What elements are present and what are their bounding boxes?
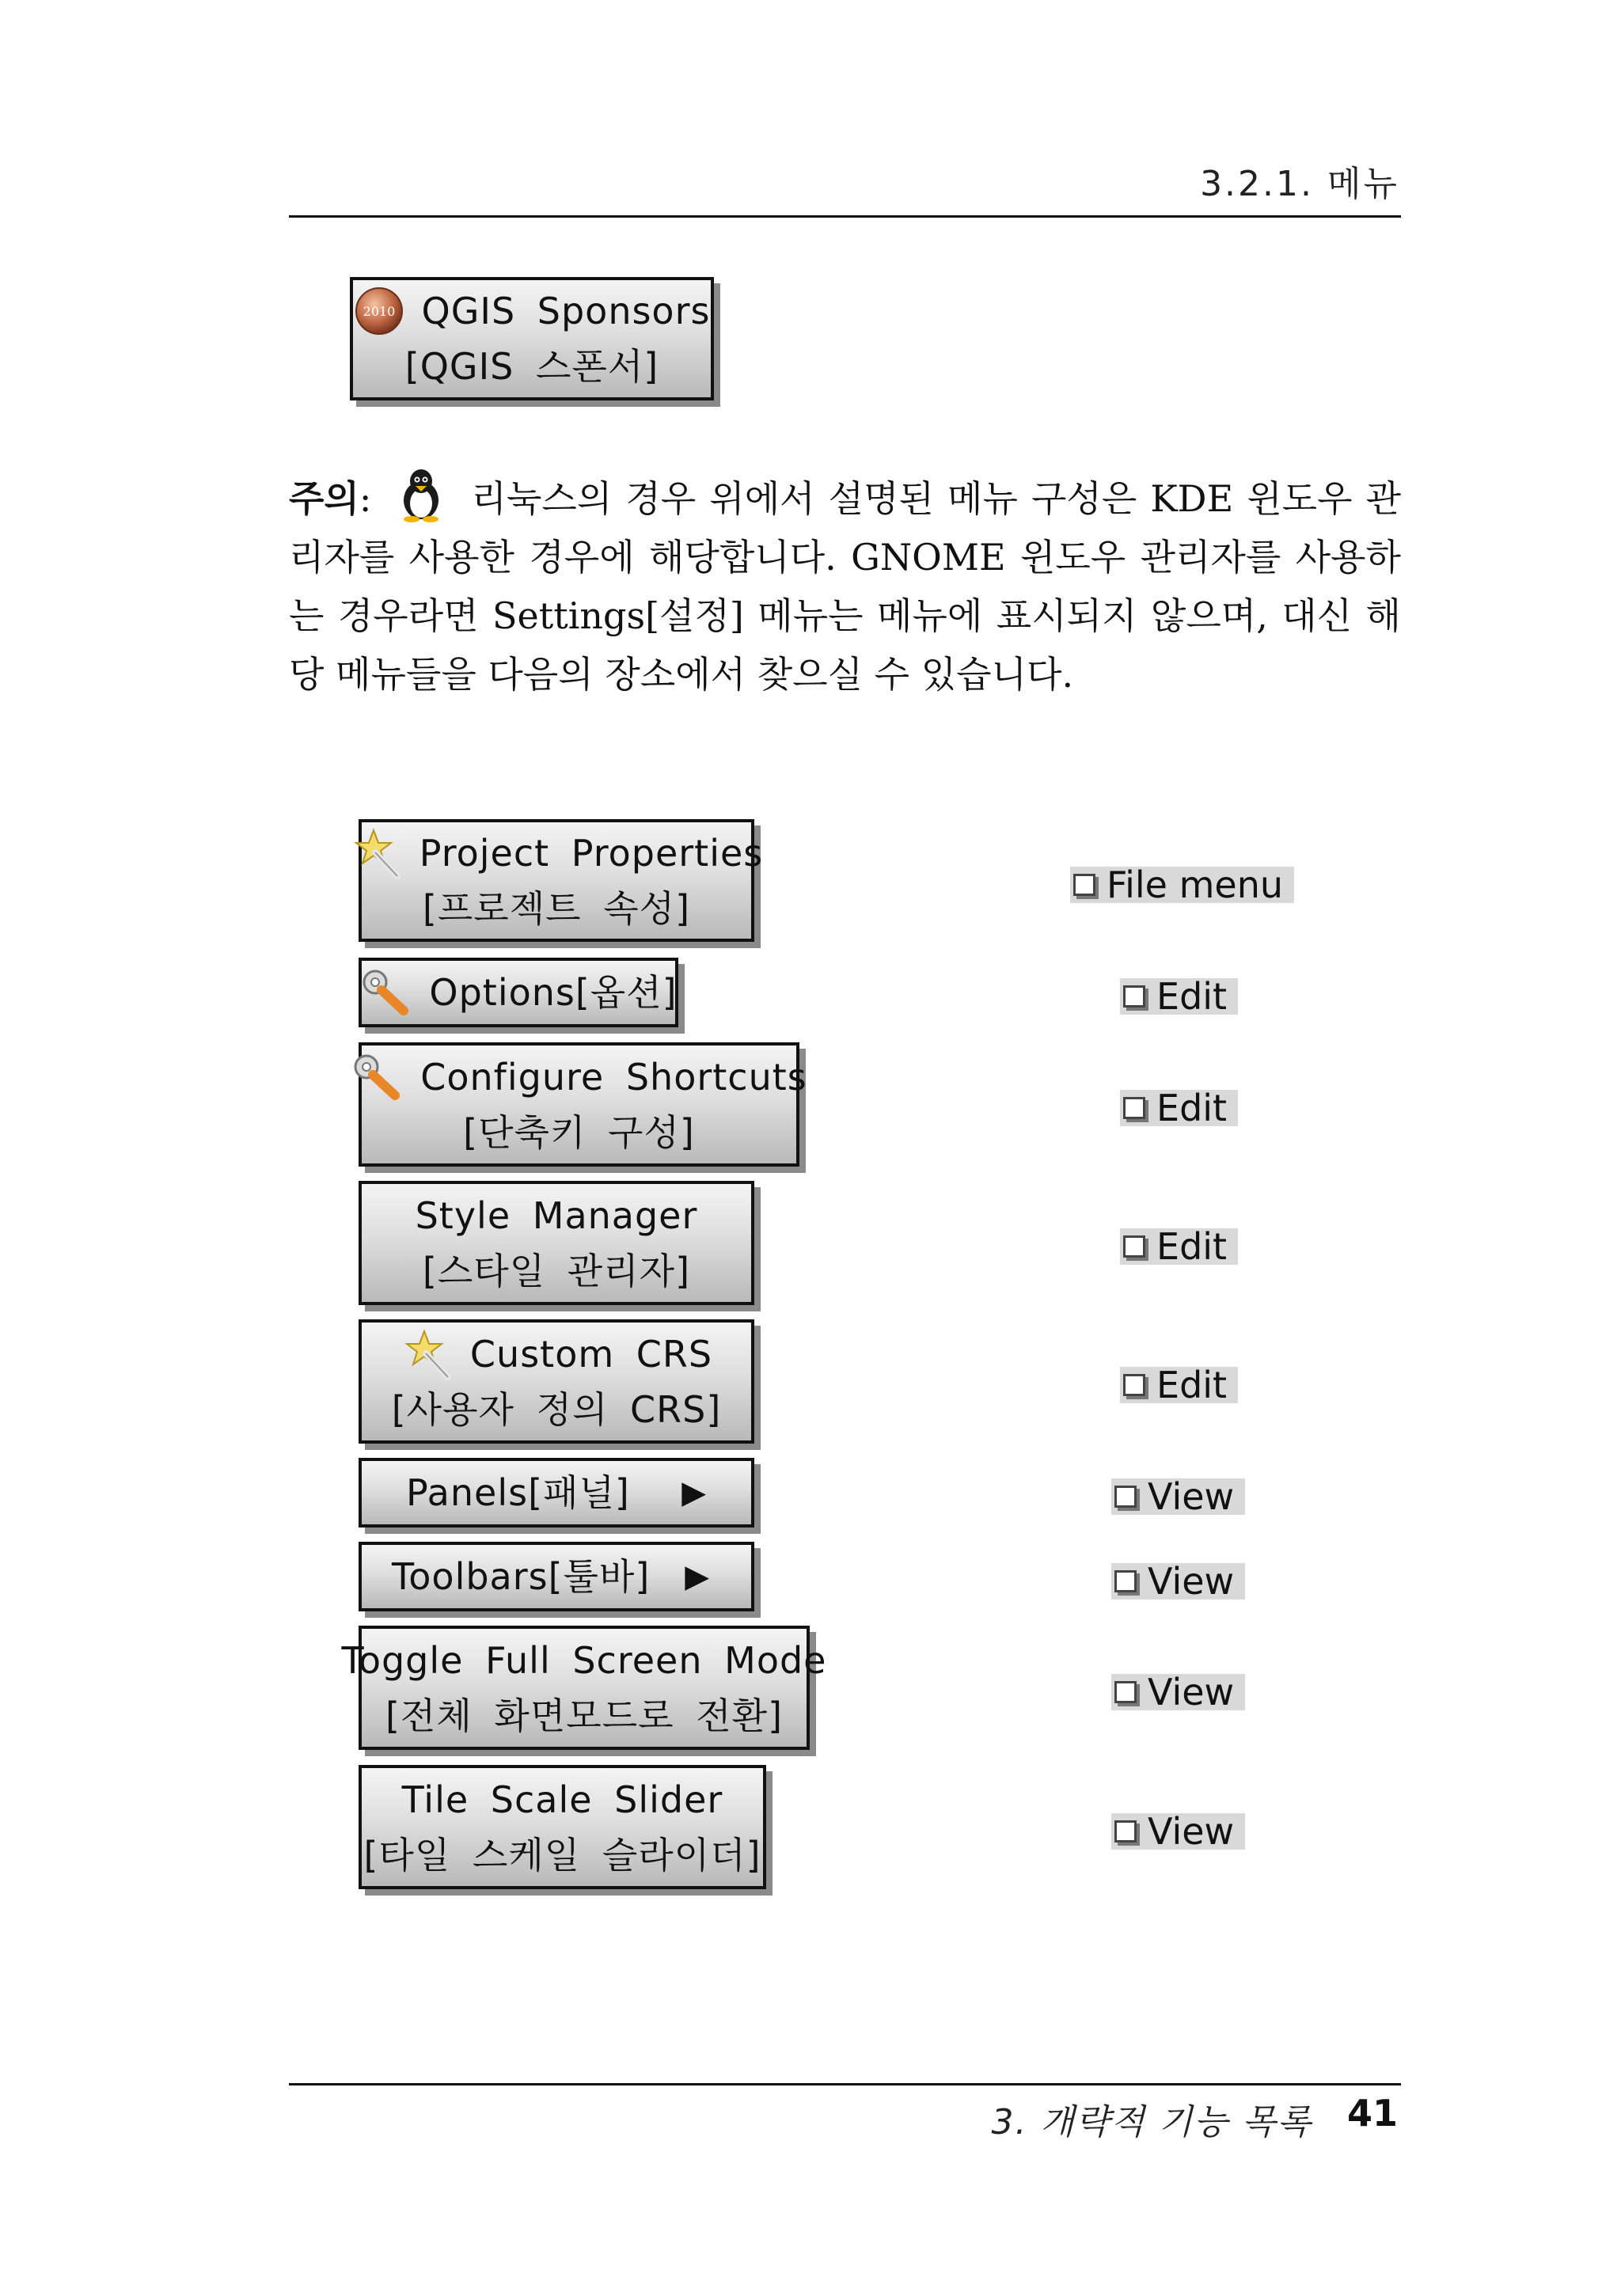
checkbox-icon <box>1114 1486 1137 1508</box>
medal-icon <box>354 286 404 336</box>
menu-item-label: Style Manager <box>415 1194 698 1237</box>
checkbox-icon <box>1073 874 1095 896</box>
menu-item-korean-label: [QGIS 스폰서] <box>404 345 659 388</box>
location-label: View <box>1148 1810 1235 1853</box>
wand-icon <box>401 1328 453 1380</box>
section-title: 3.2.1. 메뉴 <box>1200 164 1399 204</box>
location-label: View <box>1148 1560 1235 1603</box>
submenu-arrow-icon: ▶ <box>681 1474 707 1511</box>
menu-item-label: QGIS Sponsors <box>421 290 711 332</box>
menu-item-panels[interactable] <box>359 1458 754 1528</box>
location-label: View <box>1148 1475 1235 1518</box>
menu-item-korean-label: [단축키 구성] <box>463 1110 695 1154</box>
checkbox-icon <box>1123 985 1145 1008</box>
location-badge-edit <box>1120 975 1238 1018</box>
note-text: 리눅스의 경우 위에서 설명된 메뉴 구성은 KDE 윈도우 관리자를 사용한 경우에 해당합니다. GNOME 윈도우 관리자를 사용하는 경우라면 Settings[설정] 메뉴는 메뉴에 표시되지 않으며, 대신 해당 메뉴들을 다음의 장소에서 찾으실 수 있습니다. <box>289 477 1402 696</box>
menu-item-toggle-full-screen[interactable] <box>341 1626 827 1750</box>
menu-item-label: Toggle Full Screen Mode <box>341 1638 827 1682</box>
wand-icon <box>350 827 402 879</box>
checkbox-icon <box>1123 1097 1145 1119</box>
linux-penguin-icon <box>396 467 446 522</box>
submenu-arrow-icon: ▶ <box>685 1558 710 1595</box>
location-badge-file-menu <box>1070 863 1294 906</box>
location-label: View <box>1148 1671 1235 1713</box>
checkbox-icon <box>1114 1820 1137 1842</box>
location-label: Edit <box>1156 1225 1228 1268</box>
wrench-icon <box>359 968 412 1017</box>
menu-item-label: Configure Shortcuts <box>420 1055 807 1099</box>
wrench-icon <box>351 1053 403 1102</box>
footer-rule <box>289 2083 1401 2085</box>
checkbox-icon <box>1123 1374 1145 1396</box>
menu-item-tile-scale-slider[interactable] <box>359 1765 766 1889</box>
medal-year: 2010 <box>363 304 395 319</box>
menu-item-korean-label: [타일 스케일 슬라이더] <box>363 1833 761 1877</box>
menu-item-custom-crs[interactable] <box>359 1319 754 1444</box>
location-badge-view <box>1111 1810 1245 1853</box>
menu-item-korean-label: [프로젝트 속성] <box>422 886 691 930</box>
location-label: Edit <box>1156 1364 1228 1406</box>
menu-item-style-manager[interactable] <box>359 1181 754 1305</box>
menu-item-korean-label: [사용자 정의 CRS] <box>391 1387 722 1431</box>
menu-item-qgis-sponsors[interactable] <box>350 277 714 400</box>
linux-note <box>289 467 1401 704</box>
footer-chapter-title: 3. 개략적 기능 목록 <box>991 2102 1312 2142</box>
location-label: Edit <box>1156 1087 1228 1129</box>
location-label: File menu <box>1107 863 1284 906</box>
page-number: 41 <box>1346 2092 1398 2135</box>
menu-item-label: Options[옵션] <box>429 971 678 1014</box>
header-rule <box>289 215 1401 218</box>
location-badge-view <box>1111 1475 1245 1518</box>
menu-item-label: Custom CRS <box>469 1332 713 1376</box>
menu-item-configure-shortcuts[interactable] <box>359 1042 807 1167</box>
checkbox-icon <box>1123 1235 1145 1258</box>
menu-item-toolbars[interactable] <box>359 1542 754 1611</box>
note-colon: : <box>359 477 372 520</box>
menu-item-options[interactable] <box>359 958 678 1027</box>
checkbox-icon <box>1114 1681 1137 1703</box>
menu-item-project-properties[interactable] <box>359 819 764 942</box>
note-label: 주의 <box>289 477 359 520</box>
location-label: Edit <box>1156 975 1228 1018</box>
location-badge-view <box>1111 1560 1245 1603</box>
menu-item-label: Panels[패널] <box>406 1471 630 1514</box>
menu-item-label: Toolbars[툴바] <box>392 1555 651 1598</box>
location-badge-view <box>1111 1671 1245 1713</box>
checkbox-icon <box>1114 1570 1137 1592</box>
menu-item-label: Tile Scale Slider <box>401 1778 723 1821</box>
menu-item-korean-label: [전체 화면모드로 전환] <box>385 1694 784 1737</box>
location-badge-edit <box>1120 1225 1238 1268</box>
menu-item-label: Project Properties <box>419 831 764 875</box>
location-badge-edit <box>1120 1364 1238 1406</box>
location-badge-edit <box>1120 1087 1238 1129</box>
menu-item-korean-label: [스타일 관리자] <box>422 1249 691 1292</box>
